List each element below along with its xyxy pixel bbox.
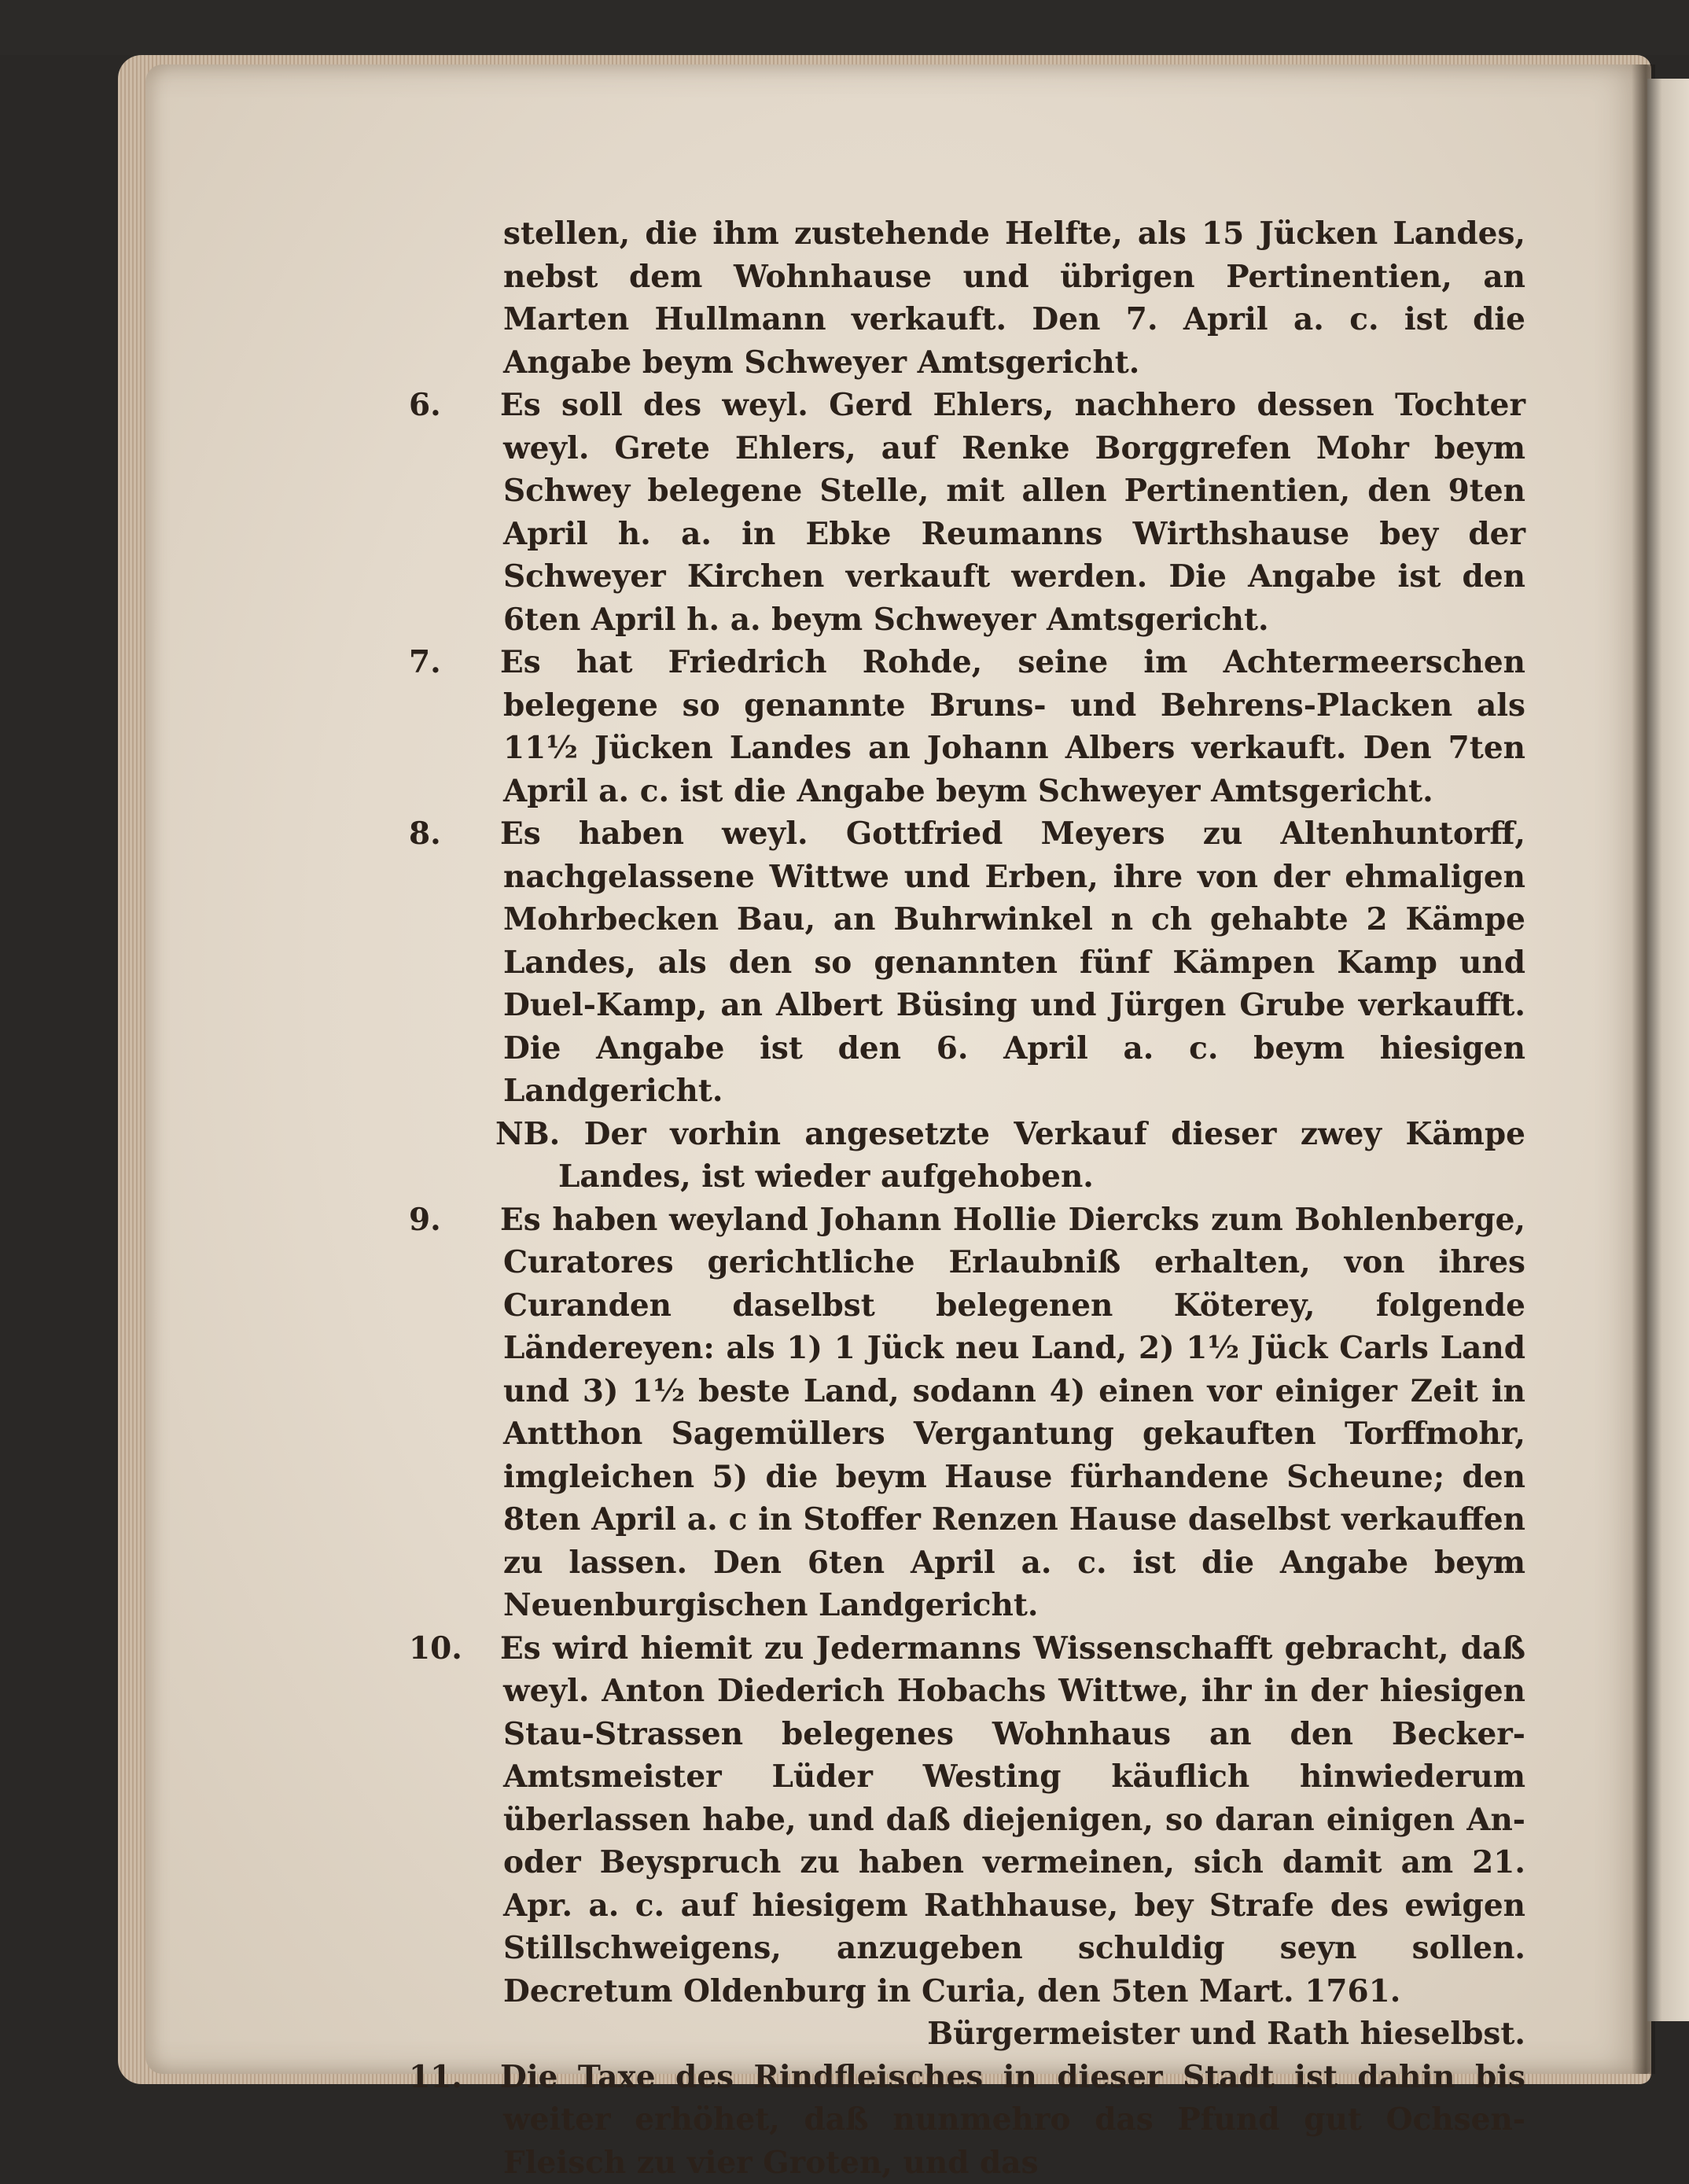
entry-9 [409, 1199, 1525, 1627]
entry-10-signature: Bürgermeister und Rath hieselbst. [409, 2013, 1525, 2056]
entry-7 [409, 641, 1525, 812]
entry-number: 11. [409, 2056, 500, 2099]
entry-number: 9. [409, 1199, 500, 1242]
entry-number: 6. [409, 384, 500, 427]
entry-6 [409, 384, 1525, 641]
page-text [409, 212, 1525, 1722]
entry-text: Es hat Friedrich Rohde, seine im Achtermeerschen belegene so genannte Bruns- und Behrens-Placken als 11½ Jücken Landes an Johann Albers verkauft. Den 7ten April a. c. ist die Angabe beym Schweyer Amtsgericht. [500, 644, 1525, 809]
entry-number: 8. [409, 812, 500, 856]
entry-text: Es haben weyland Johann Hollie Diercks zum Bohlenberge, Curatores gerichtliche Erlaubniß erhalten, von ihres Curanden daselbst belegenen Köterey, folgende Ländereyen: als 1) 1 Jück neu Land, 2) 1½ Jück Carls Land und 3) 1½ beste Land, sodann 4) einen vor einiger Zeit in Antthon Sagemüllers Vergantung gekauften Torffmohr, imgleichen 5) die beym Hause fürhandene Scheune; den 8ten April a. c in Stoffer Renzen Hause daselbst verkauffen zu lassen. Den 6ten April a. c. ist die Angabe beym Neuenburgischen Landgericht. [500, 1202, 1525, 1624]
background-desk [0, 0, 1689, 55]
entry-number: 7. [409, 641, 500, 684]
entry-10 [409, 1627, 1525, 2013]
facing-page-edge [1647, 79, 1689, 2021]
entry-8-note: NB. Der vorhin angesetzte Verkauf dieser zwey Kämpe Landes, ist wieder aufgehoben. [409, 1113, 1525, 1199]
entry-text: Es soll des weyl. Gerd Ehlers, nachhero dessen Tochter weyl. Grete Ehlers, auf Renke Borggrefen Mohr beym Schwey belegene Stelle, mit allen Pertinentien, den 9ten April h. a. in Ebke Reumanns Wirthshause bey der Schweyer Kirchen verkauft werden. Die Angabe ist den 6ten April h. a. beym Schweyer Amtsgericht. [500, 387, 1525, 638]
entry-text: Es wird hiemit zu Jedermanns Wissenschafft gebracht, daß weyl. Anton Diederich Hobachs Wittwe, ihr in der hiesigen Stau-Strassen belegenes Wohnhaus an den Becker-Amtsmeister Lüder Westing käuflich hinwiederum überlassen habe, und daß diejenigen, so daran einigen An- oder Beyspruch zu haben vermeinen, sich damit am 21. Apr. a. c. auf hiesigem Rathhause, bey Strafe des ewigen Stillschweigens, anzugeben schuldig seyn sollen. Decretum Oldenburg in Curia, den 5ten Mart. 1761. [500, 1630, 1525, 2009]
entry-text: Es haben weyl. Gottfried Meyers zu Altenhuntorff, nachgelassene Wittwe und Erben, ihre von der ehmaligen Mohrbecken Bau, an Buhrwinkel n ch gehabte 2 Kämpe Landes, als den so genannten fünf Kämpen Kamp und Duel-Kamp, an Albert Büsing und Jürgen Grube verkaufft. Die Angabe ist den 6. April a. c. beym hiesigen Landgericht. [500, 816, 1525, 1109]
entry-text: Die Taxe des Rindfleisches in dieser Stadt ist dahin bis weiter erhöhet, daß nunmehro das Pfund gut Ochsen-Fleisch zu vier Groten, und das [500, 2059, 1525, 2181]
entry-5-continuation: stellen, die ihm zustehende Helfte, als 15 Jücken Landes, nebst dem Wohnhause und übrigen Pertinentien, an Marten Hullmann verkauft. Den 7. April a. c. ist die Angabe beym Schweyer Amtsgericht. [409, 212, 1525, 384]
entry-number: 10. [409, 1627, 500, 1670]
entry-8 [409, 812, 1525, 1113]
entry-11 [409, 2056, 1525, 2184]
